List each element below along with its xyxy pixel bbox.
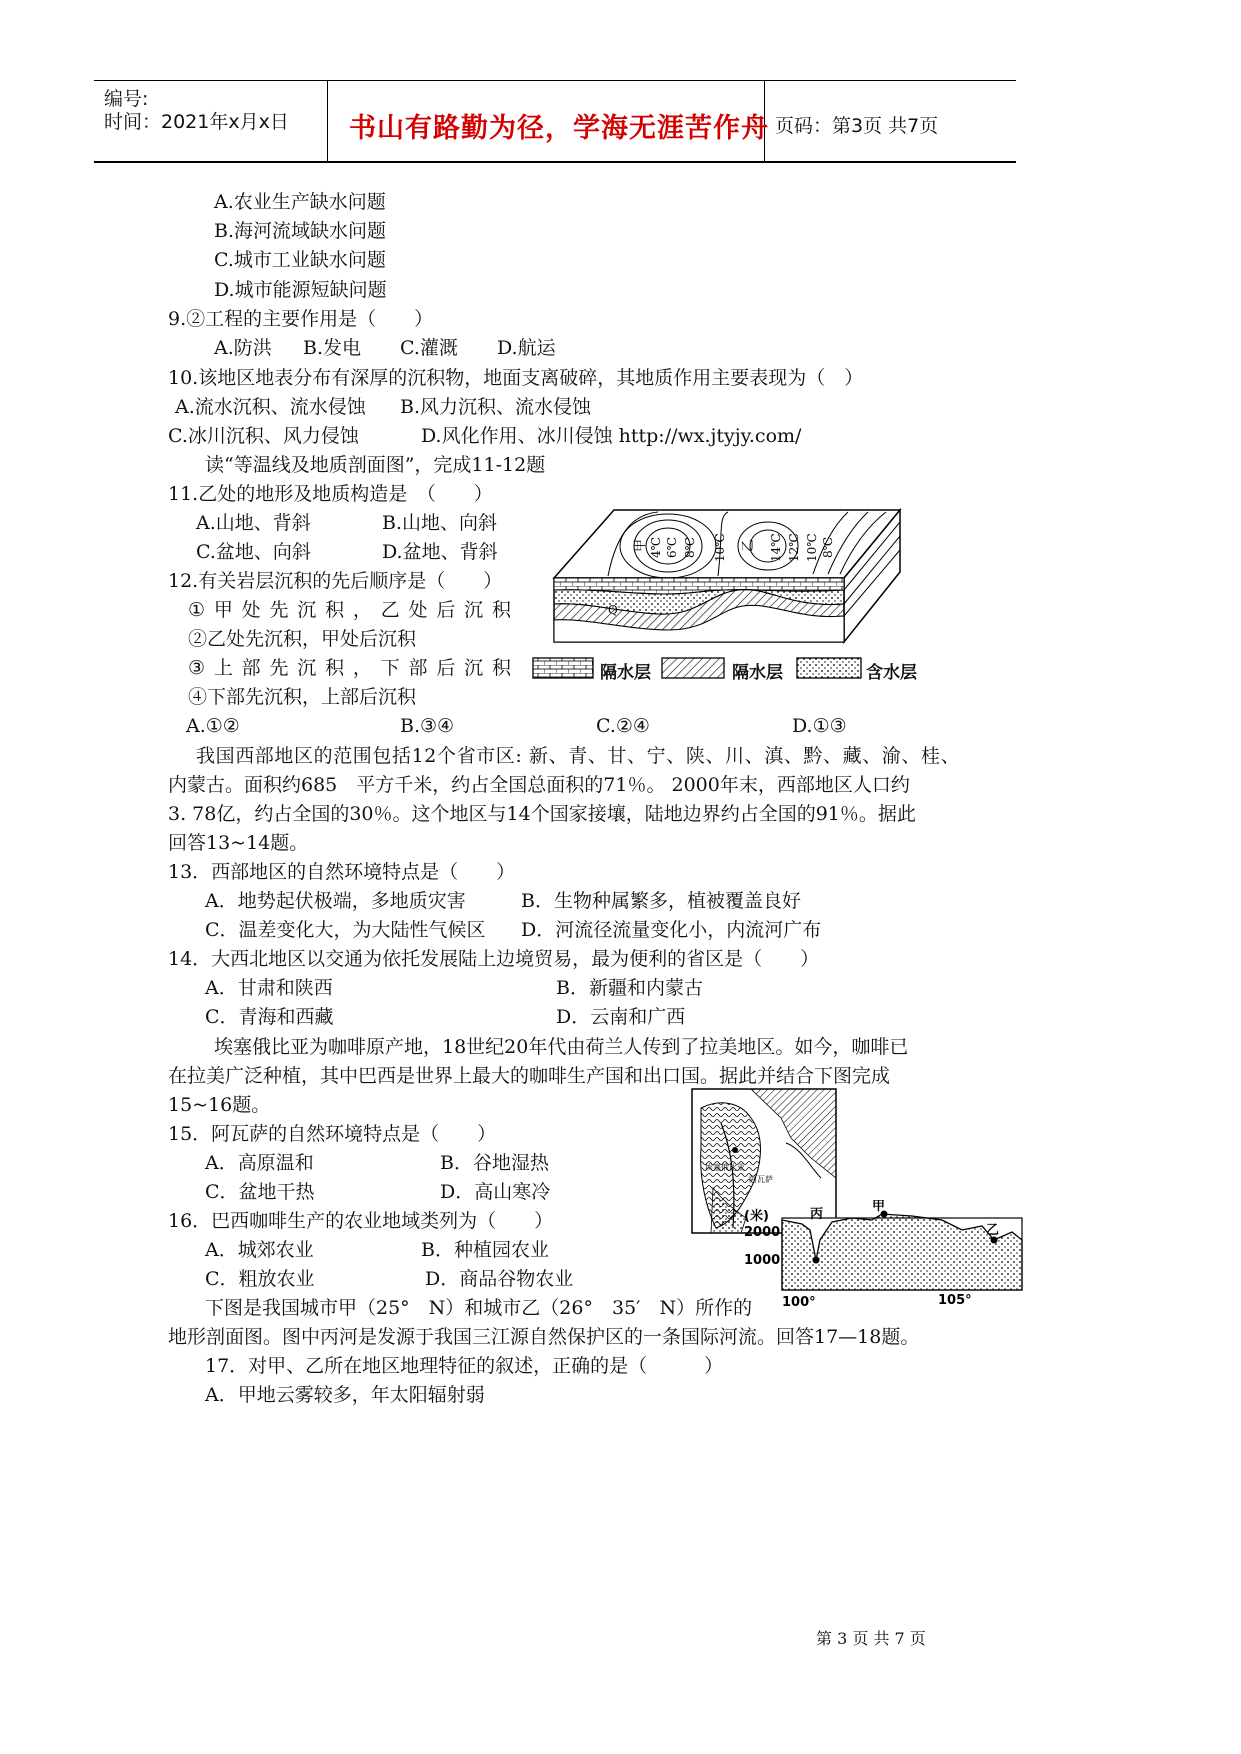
q14-stem: 14．大西北地区以交通为依托发展陆上边境贸易，最为便利的省区是（ ） <box>168 948 820 970</box>
header-divider-left <box>327 80 328 162</box>
time-label: 时间：2021年x月x日 <box>104 111 289 133</box>
q10-option-d: D.风化作用、冰川侵蚀 http://wx.jtyjy.com/ <box>421 425 802 447</box>
profile-label-bing: 丙 <box>810 1207 824 1222</box>
q12-stem: 12.有关岩层沉积的先后顺序是（ ） <box>168 570 503 592</box>
q15-option-d: D．高山寒冷 <box>440 1181 551 1203</box>
fig1-label-t10a: 10℃ <box>713 533 727 562</box>
fig1-label-t8a: 8℃ <box>683 536 697 558</box>
q9-option-b: B.发电 <box>303 337 362 359</box>
q8-option-a: A.农业生产缺水问题 <box>214 191 386 213</box>
west-passage-line-2: 内蒙古。面积约685 平方千米，约占全国总面积的71％。 2000年末，西部地区人口约 <box>168 774 910 796</box>
fig1-label-t6: 6℃ <box>665 536 679 558</box>
q8-option-b: B.海河流域缺水问题 <box>214 220 387 242</box>
q11-option-d: D.盆地、背斜 <box>382 541 498 563</box>
q12-statement-4: ④下部先沉积，上部后沉积 <box>188 686 417 708</box>
fig1-legend-aquifer-swatch <box>796 657 862 679</box>
fig1-legend-aquiclude1-swatch <box>532 657 594 679</box>
q14-option-c: C．青海和西藏 <box>205 1006 334 1028</box>
fig1-label-yi: 乙 <box>741 538 756 552</box>
header-bottom-rule <box>94 161 1016 163</box>
coffee-passage-line-2: 在拉美广泛种植，其中巴西是世界上最大的咖啡生产国和出口国。据此并结合下图完成 <box>168 1065 891 1087</box>
q12-statement-3: ③ 上 部 先 沉 积 ， 下 部 后 沉 积 <box>188 657 511 679</box>
q11-option-a: A.山地、背斜 <box>196 512 311 534</box>
q16-option-d: D．商品谷物农业 <box>425 1268 574 1290</box>
fig1-legend-aquiclude2: 隔水层 <box>732 663 783 683</box>
q12-option-c: C.②④ <box>596 715 650 737</box>
profile-x-105: 105° <box>938 1293 972 1308</box>
q15-option-a: A．高原温和 <box>205 1152 314 1174</box>
fig1-label-t8b: 8℃ <box>821 536 835 558</box>
q16-option-b: B．种植园农业 <box>421 1239 549 1261</box>
page-indicator: 页码：第3页 共7页 <box>775 115 939 137</box>
q12-statement-1: ① 甲 处 先 沉 积 ， 乙 处 后 沉 积 <box>188 599 511 621</box>
q16-stem: 16．巴西咖啡生产的农业地域类列为（ ） <box>168 1210 554 1232</box>
serial-label: 编号: <box>104 88 149 110</box>
fig1-label-jia: 甲 <box>633 538 648 552</box>
profile-y-2000: 2000 <box>744 1225 781 1240</box>
profile-label-jia: 甲 <box>872 1200 886 1214</box>
q10-option-a: A.流水沉积、流水侵蚀 <box>175 396 366 418</box>
block-top-surface <box>554 510 900 578</box>
fig1-legend-aquiclude1: 隔水层 <box>600 663 651 683</box>
q15-option-b: B．谷地湿热 <box>440 1152 549 1174</box>
bing-point <box>813 1257 820 1264</box>
fig1-legend-aquiclude2-swatch <box>661 657 725 679</box>
fig1-label-t12: 12℃ <box>787 533 801 562</box>
q8-option-d: D.城市能源短缺问题 <box>214 279 387 301</box>
profile-passage-line-1: 下图是我国城市甲（25° N）和城市乙（26° 35′ N）所作的 <box>205 1297 753 1319</box>
west-passage-line-3: 3. 78亿，约占全国的30％。这个地区与14个国家接壤，陆地边界约占全国的91％。据此 <box>168 803 916 825</box>
intro-11-12: 读“等温线及地质剖面图”，完成11-12题 <box>205 454 546 476</box>
profile-x-100: 100° <box>782 1295 816 1310</box>
q8-option-c: C.城市工业缺水问题 <box>214 249 386 271</box>
profile-passage-line-2: 地形剖面图。图中丙河是发源于我国三江源自然保护区的一条国际河流。回答17—18题。 <box>168 1326 920 1348</box>
coffee-passage-line-3: 15~16题。 <box>168 1094 271 1116</box>
fig1-label-t4: 4℃ <box>649 536 663 558</box>
q12-option-a: A.①② <box>186 715 240 737</box>
map-label-2: 阿瓦萨 <box>749 1175 773 1184</box>
q13-option-b: B．生物种属繁多，植被覆盖良好 <box>521 890 801 912</box>
q11-option-c: C.盆地、向斜 <box>196 541 311 563</box>
q10-stem: 10.该地区地表分布有深厚的沉积物，地面支离破碎，其地质作用主要表现为（ ） <box>168 367 864 389</box>
q13-option-c: C．温差变化大，为大陆性气候区 <box>205 919 486 941</box>
header-top-rule <box>94 80 1016 81</box>
q12-option-b: B.③④ <box>400 715 455 737</box>
q17-stem: 17．对甲、乙所在地区地理特征的叙述，正确的是（ ） <box>205 1355 724 1377</box>
q10-option-c: C.冰川沉积、风力侵蚀 <box>168 425 359 447</box>
q13-stem: 13．西部地区的自然环境特点是（ ） <box>168 861 516 883</box>
fig1-label-q: Q <box>608 603 618 617</box>
q10-option-b: B.风力沉积、流水侵蚀 <box>400 396 592 418</box>
q16-option-c: C．粗放农业 <box>205 1268 315 1290</box>
q9-stem: 9.②工程的主要作用是（ ） <box>168 308 434 330</box>
coffee-passage-line-1: 埃塞俄比亚为咖啡原产地，18世纪20年代由荷兰人传到了拉美地区。如今，咖啡已 <box>214 1036 909 1058</box>
q17-option-a: A．甲地云雾较多，年太阳辐射弱 <box>205 1384 485 1406</box>
q9-option-a: A.防洪 <box>214 337 272 359</box>
q15-stem: 15．阿瓦萨的自然环境特点是（ ） <box>168 1123 497 1145</box>
q12-option-d: D.①③ <box>792 715 847 737</box>
q15-option-c: C．盆地干热 <box>205 1181 315 1203</box>
west-passage-line-4: 回答13~14题。 <box>168 832 309 854</box>
q9-option-c: C.灌溉 <box>400 337 458 359</box>
q11-option-b: B.山地、向斜 <box>382 512 498 534</box>
west-passage-line-1: 我国西部地区的范围包括12个省市区: 新、青、甘、宁、陕、川、滇、黔、藏、渝、桂、 <box>196 745 961 767</box>
q14-option-a: A．甘肃和陕西 <box>205 977 333 999</box>
fig1-label-t14: 14℃ <box>769 533 783 562</box>
q11-stem: 11.乙处的地形及地质构造是 （ ） <box>168 483 493 505</box>
isotherm-geology-figure <box>548 506 918 646</box>
fig1-label-t10b: 10℃ <box>805 533 819 562</box>
q14-option-d: D．云南和广西 <box>556 1006 686 1028</box>
q14-option-b: B．新疆和内蒙古 <box>556 977 703 999</box>
q16-option-a: A．城郊农业 <box>205 1239 314 1261</box>
q12-statement-2: ②乙处先沉积，甲处后沉积 <box>188 628 417 650</box>
q9-option-d: D.航运 <box>497 337 556 359</box>
q13-option-d: D．河流径流量变化小，内流河广布 <box>521 919 822 941</box>
profile-label-yi: 乙 <box>986 1223 1000 1238</box>
header-motto: 书山有路勤为径，学海无涯苦作舟 <box>349 113 769 144</box>
terrain-profile-figure <box>742 1200 1028 1310</box>
fig1-legend-aquifer: 含水层 <box>866 663 917 683</box>
page-footer: 第 3 页 共 7 页 <box>816 1629 926 1648</box>
profile-unit-label: (米) <box>744 1209 769 1224</box>
profile-y-1000: 1000 <box>744 1253 781 1268</box>
q13-option-a: A．地势起伏极端，多地质灾害 <box>205 890 466 912</box>
map-label-1: 埃塞俄比亚 <box>705 1163 745 1172</box>
